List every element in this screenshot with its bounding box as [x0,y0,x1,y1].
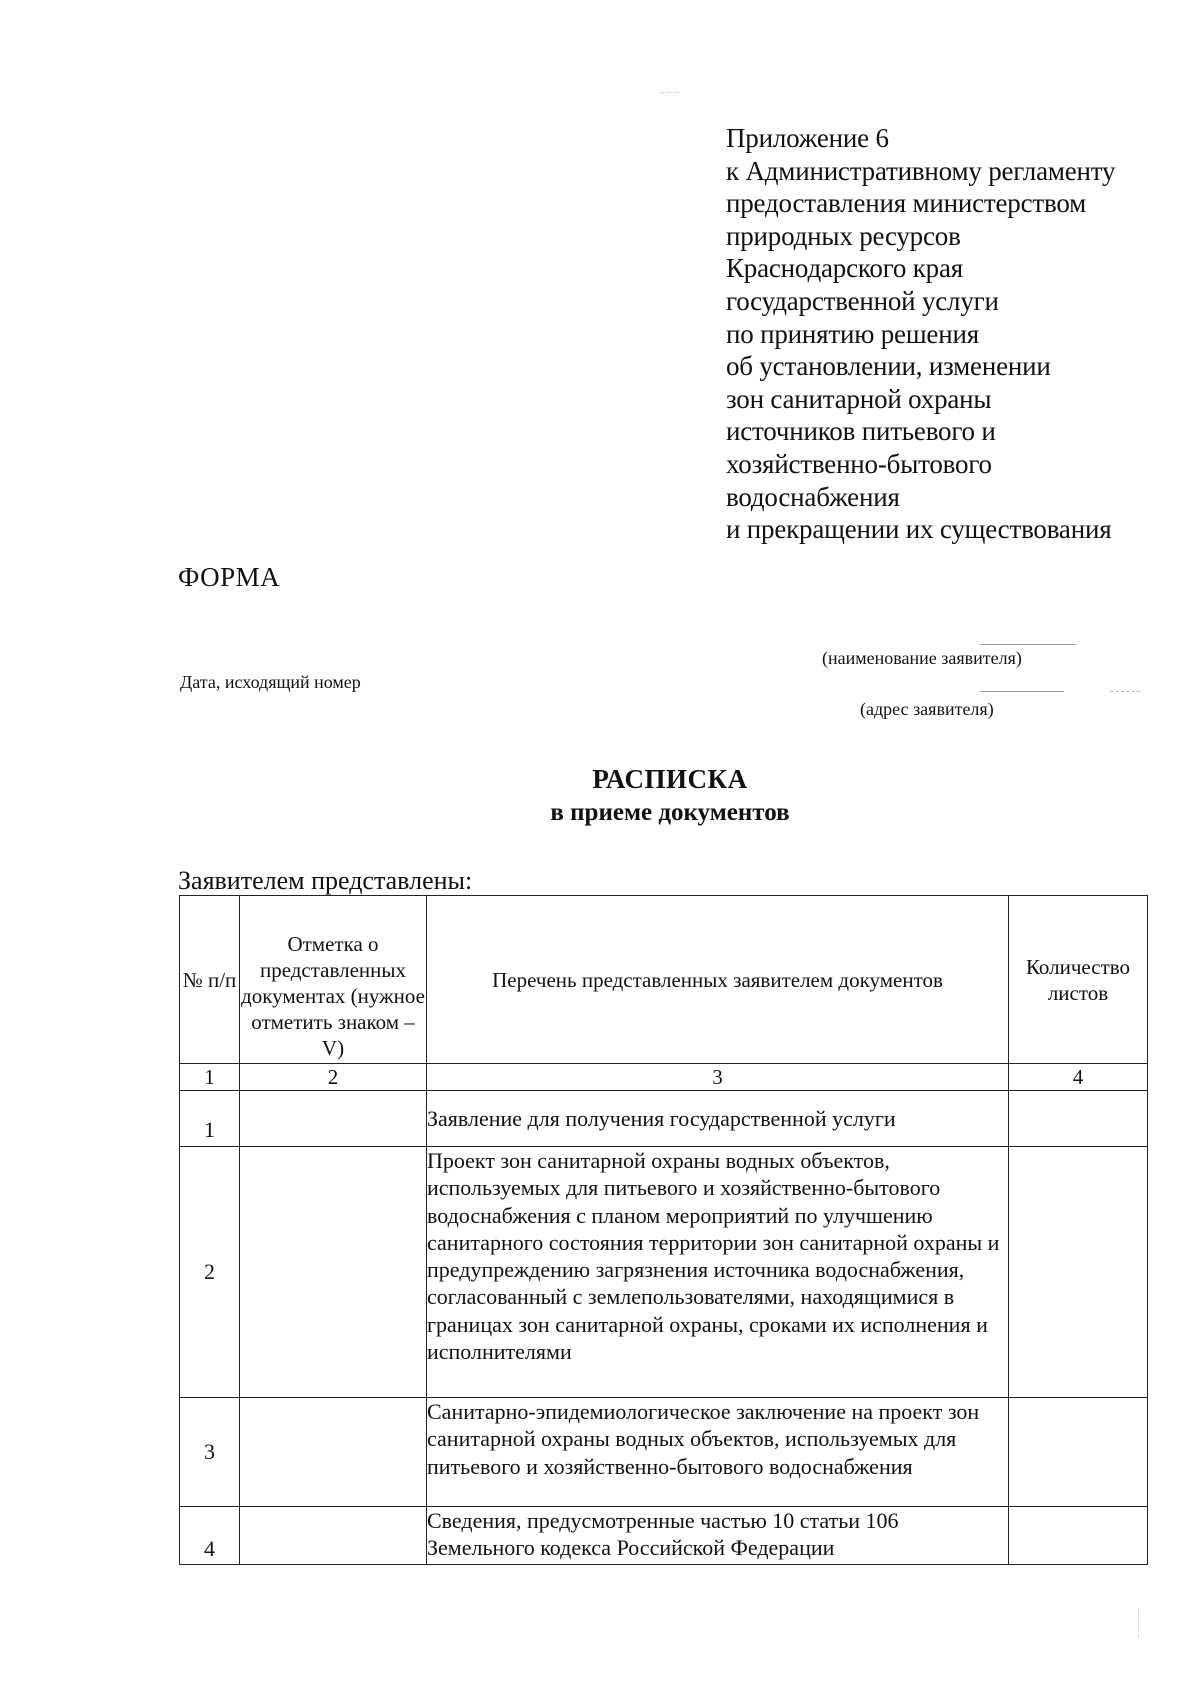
date-number-caption: Дата, исходящий номер [180,672,361,692]
appendix-line: водоснабжения [726,481,900,512]
table-row [180,1147,1148,1398]
header-document-list: Перечень представленных заявителем документов [427,896,1009,1064]
row-mark-cell[interactable] [240,1147,427,1398]
row-number: 1 [180,1091,240,1147]
column-number: 4 [1009,1064,1148,1091]
header-sheet-count: Количество листов [1009,896,1148,1064]
column-number: 1 [180,1064,240,1091]
row-document: Проект зон санитарной охраны водных объектов, используемых для питьевого и хозяйственно-бытового водоснабжения с планом мероприятий по улучшению санитарного состояния территории зон санитарной охраны и предупреждению загрязнения источника водоснабжения, согласованный с землепользователями, находящимися в границах зон санитарной охраны, сроками их исполнения и исполнителями [427,1147,1009,1398]
applicant-name-underline [980,644,1076,645]
column-number: 2 [240,1064,427,1091]
appendix-line: и прекращении их существования [726,514,1112,545]
appendix-line: к Административному регламенту [726,155,1116,186]
applicant-address-underline-extra [1110,691,1140,692]
row-sheets-cell[interactable] [1009,1091,1148,1147]
appendix-line: Краснодарского края [726,253,963,284]
document-title: РАСПИСКА [592,764,748,794]
row-mark-cell[interactable] [240,1398,427,1507]
row-document: Санитарно-эпидемиологическое заключение на проект зон санитарной охраны водных объектов, используемых для питьевого и хозяйственно-бытового водоснабжения [427,1398,1009,1507]
appendix-line: источников питьевого и [726,416,996,447]
row-mark-cell[interactable] [240,1507,427,1565]
scan-artifact [1138,1608,1141,1638]
table-row [180,1091,1148,1147]
applicant-name-caption: (наименование заявителя) [822,648,1022,668]
appendix-line: по принятию решения [726,318,979,349]
row-document: Сведения, предусмотренные частью 10 статьи 106 Земельного кодекса Российской Федерации [427,1507,1009,1565]
applicant-address-underline [980,691,1064,692]
scan-artifact [660,92,680,93]
row-sheets-cell[interactable] [1009,1507,1148,1565]
document-subtitle: в приеме документов [550,799,790,826]
applicant-address-caption: (адрес заявителя) [860,699,994,719]
column-number-row [180,1064,1148,1091]
row-sheets-cell[interactable] [1009,1398,1148,1507]
header-mark: Отметка о представленных документах (нужное отметить знаком – V) [240,896,427,1064]
appendix-line: об установлении, изменении [726,351,1051,382]
appendix-line: предоставления министерством [726,188,1087,219]
appendix-line: зон санитарной охраны [726,383,992,414]
submitted-label: Заявителем представлены: [178,866,473,895]
row-sheets-cell[interactable] [1009,1147,1148,1398]
appendix-line: природных ресурсов [726,220,961,251]
row-document: Заявление для получения государственной услуги [427,1091,1009,1147]
table-row [180,1398,1148,1507]
form-label: ФОРМА [178,562,281,592]
row-number: 3 [180,1398,240,1507]
row-mark-cell[interactable] [240,1091,427,1147]
row-number: 4 [180,1507,240,1565]
table-row [180,1507,1148,1565]
appendix-line: Приложение 6 [726,123,889,153]
appendix-line: хозяйственно-бытового [726,448,992,479]
column-number: 3 [427,1064,1009,1091]
documents-table [179,895,1148,1565]
row-number: 2 [180,1147,240,1398]
table-header-row [180,896,1148,1064]
header-number: № п/п [180,896,240,1064]
appendix-line: государственной услуги [726,285,999,316]
appendix-block [726,122,1166,546]
